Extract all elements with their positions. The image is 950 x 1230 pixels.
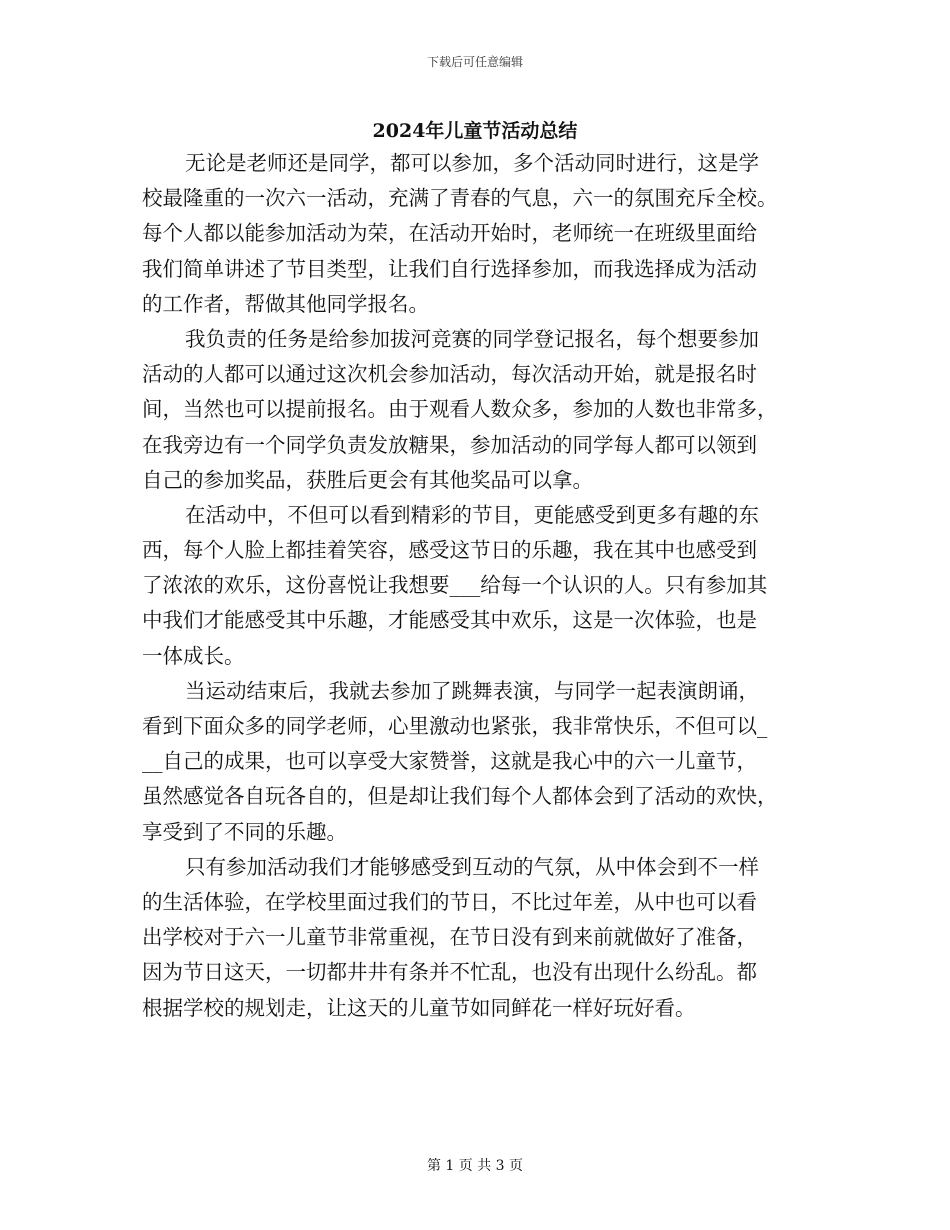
text-line: 我负责的任务是给参加拔河竞赛的同学登记报名，每个想要参加 [185,326,759,351]
paragraph [142,322,810,498]
text-line: 我们简单讲述了节目类型，让我们自行选择参加，而我选择成为活动 [142,256,757,281]
text-line: 自己的参加奖品，获胜后更会有其他奖品可以拿。 [142,467,593,492]
text-line: 当运动结束后，我就去参加了跳舞表演，与同学一起表演朗诵， [185,678,759,703]
text-line: __自己的成果，也可以享受大家赞誉，这就是我心中的六一儿童节， [142,749,757,774]
text-line: 出学校对于六一儿童节非常重视，在节日没有到来前就做好了准备， [142,925,757,950]
text-line: 看到下面众多的同学老师，心里激动也紧张，我非常快乐，不但可以_ [142,714,768,738]
text-line: 一体成长。 [142,643,245,668]
text-line: 间，当然也可以提前报名。由于观看人数众多，参加的人数也非常多， [142,397,778,422]
text-line: 了浓浓的欢乐，这份喜悦让我想要___给每一个认识的人。只有参加其 [142,573,768,598]
text-line: 每个人都以能参加活动为荣，在活动开始时，老师统一在班级里面给 [142,221,757,246]
paragraph [142,146,810,322]
text-line: 虽然感觉各自玩各自的，但是却让我们每个人都体会到了活动的欢快， [142,784,778,809]
text-line: 的生活体验，在学校里面过我们的节日，不比过年差，从中也可以看 [142,889,757,914]
text-line: 西，每个人脸上都挂着笑容，感受这节日的乐趣，我在其中也感受到 [142,538,757,563]
text-line: 只有参加活动我们才能够感受到互动的气氛，从中体会到不一样 [185,854,759,879]
paragraph [142,850,810,1026]
paragraph [142,498,810,674]
text-line: 在我旁边有一个同学负责发放糖果，参加活动的同学每人都可以领到 [142,432,757,457]
text-line: 的工作者，帮做其他同学报名。 [142,291,429,316]
page-number: 第 1 页 共 3 页 [426,1158,524,1174]
text-line: 校最隆重的一次六一活动，充满了青春的气息，六一的氛围充斥全校。 [142,186,778,211]
text-line: 因为节日这天，一切都井井有条并不忙乱，也没有出现什么纷乱。都 [142,960,757,985]
text-line: 在活动中，不但可以看到精彩的节目，更能感受到更多有趣的东 [185,502,759,527]
document-body [142,146,810,1026]
text-line: 中我们才能感受其中乐趣，才能感受其中欢乐，这是一次体验，也是 [142,608,757,633]
text-line: 无论是老师还是同学，都可以参加，多个活动同时进行，这是学 [185,151,759,175]
text-line: 享受到了不同的乐趣。 [142,819,347,844]
text-line: 活动的人都可以通过这次机会参加活动，每次活动开始，就是报名时 [142,362,757,387]
text-line: 根据学校的规划走，让这天的儿童节如同鲜花一样好玩好看。 [142,995,696,1020]
paragraph [142,674,810,850]
document-title: 2024年儿童节活动总结 [372,120,578,142]
header-note: 下载后可任意编辑 [426,55,523,69]
